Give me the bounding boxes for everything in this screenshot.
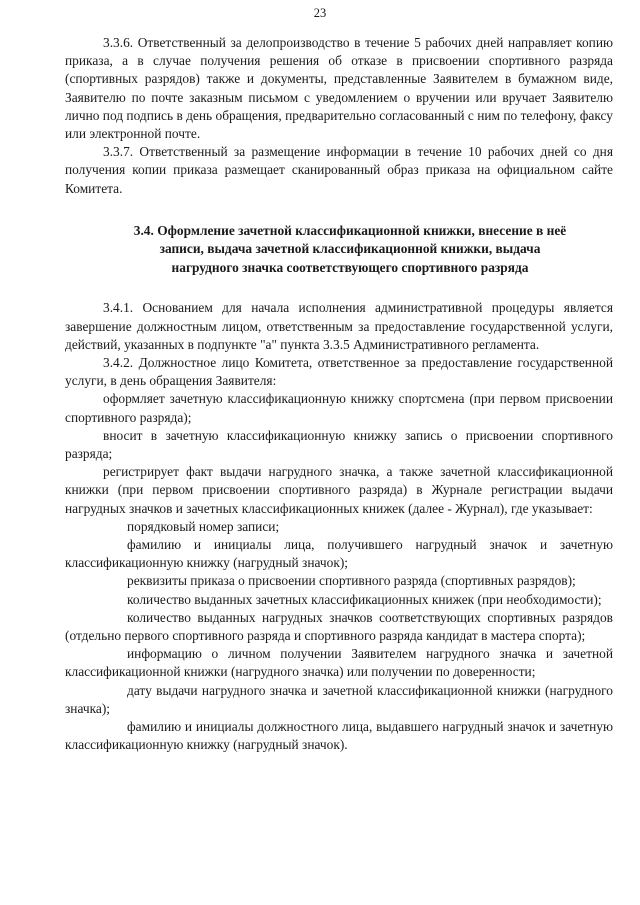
action-item: регистрирует факт выдачи нагрудного значка, а также зачетной классификационной книжки (при первом присвоении спортивного разряда) в Журнале регистрации выдачи нагрудных значков и зачетных классификационных книжек (далее - Журнал), где указывает:: [65, 464, 613, 516]
paragraph-3-3-6: 3.3.6. Ответственный за делопроизводство в течение 5 рабочих дней направляет копию приказа, а в случае получения решения об отказе в присвоении спортивного разряда (спортивных разрядов) также и документы, представленные Заявителем в бумажном виде, Заявителю по почте заказным письмом с уведомлением о вручении или вручает Заявителю лично под подпись в день обращения, предварительно согласованный с ним по телефону, факсу или электронной почте.: [65, 35, 613, 142]
journal-item: порядковый номер записи;: [127, 518, 280, 534]
journal-item: фамилию и инициалы должностного лица, выдавшего нагрудный значок и зачетную классификационную книжку (нагрудный значок).: [65, 719, 613, 753]
journal-item: реквизиты приказа о присвоении спортивного разряда (спортивных разрядов);: [127, 573, 576, 589]
journal-item: информацию о личном получении Заявителем нагрудного значка и зачетной классификационной книжки (нагрудного значка) или получении по доверенности;: [65, 646, 613, 680]
heading-line: 3.4. Оформление зачетной классификационной книжки, внесение в неё: [133, 222, 567, 238]
heading-line: записи, выдача зачетной классификационной книжки, выдача: [159, 241, 541, 257]
journal-item: фамилию и инициалы лица, получившего нагрудный значок и зачетную классификационную книжку (нагрудный значок);: [65, 536, 613, 571]
paragraph-3-4-1: 3.4.1. Основанием для начала исполнения административной процедуры является завершение должностным лицом, ответственным за предоставление государственной услуги, действий, указанных в подпункте "а" пункта 3.3.5 Административного регламента.: [65, 300, 613, 352]
journal-item: дату выдачи нагрудного значка и зачетной классификационной книжки (нагрудного значка);: [65, 682, 613, 716]
section-spacer: [65, 198, 613, 222]
heading-line: нагрудного значка соответствующего спортивного разряда: [171, 259, 529, 275]
paragraph-3-4-2: 3.4.2. Должностное лицо Комитета, ответственное за предоставление государственной услуги, в день обращения Заявителя:: [65, 354, 613, 389]
page-number: 23: [313, 6, 327, 20]
paragraph-3-3-7: 3.3.7. Ответственный за размещение информации в течение 10 рабочих дней со дня получения копии приказа размещает сканированный образ приказа на официальном сайте Комитета.: [65, 144, 613, 196]
action-item: оформляет зачетную классификационную книжку спортсмена (при первом присвоении спортивного разряда);: [65, 391, 613, 425]
journal-item: количество выданных зачетных классификационных книжек (при необходимости);: [127, 591, 602, 607]
section-heading-3-4: [87, 222, 613, 278]
document-body: [65, 34, 613, 754]
action-item: вносит в зачетную классификационную книжку запись о присвоении спортивного разряда;: [65, 427, 613, 461]
journal-item: количество выданных нагрудных значков соответствующих спортивных разрядов (отдельно первого спортивного разряда и спортивного разряда кандидат в мастера спорта);: [65, 609, 613, 643]
